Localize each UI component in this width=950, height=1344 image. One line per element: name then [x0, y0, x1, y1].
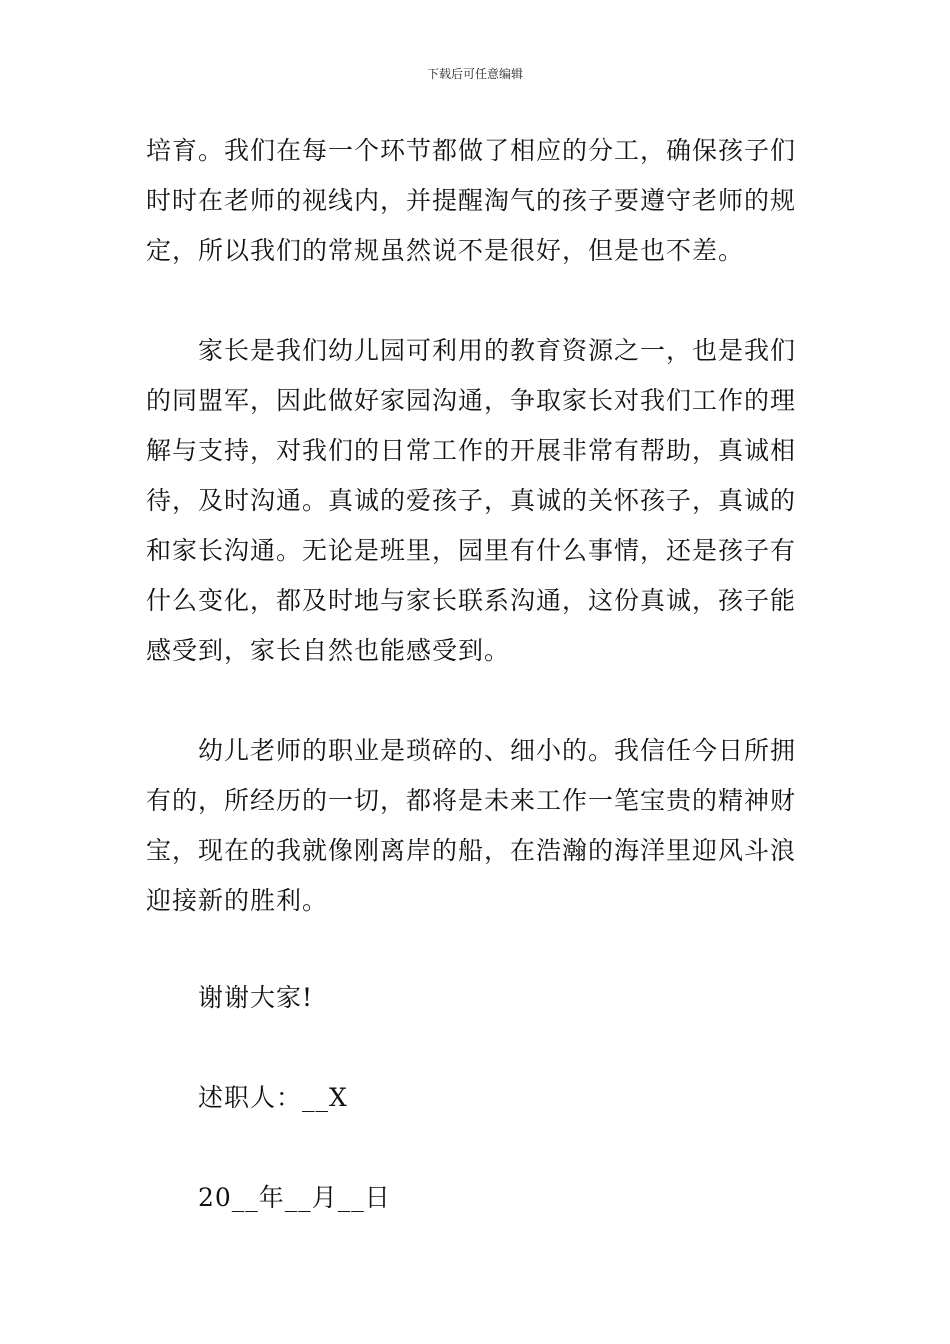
- paragraph-3: [146, 726, 806, 926]
- paragraph-1: [146, 126, 806, 276]
- paragraph-line: 时时在老师的视线内，并提醒淘气的孩子要遵守老师的规: [146, 186, 797, 215]
- paragraph-line: 有的，所经历的一切，都将是未来工作一笔宝贵的精神财: [146, 786, 797, 815]
- paragraph-line: 的同盟军，因此做好家园沟通，争取家长对我们工作的理: [146, 386, 797, 415]
- signer-text: 述职人：__X: [198, 1083, 348, 1112]
- paragraph-line: 宝，现在的我就像刚离岸的船，在浩瀚的海洋里迎风斗浪: [146, 836, 797, 865]
- paragraph-line: 培育。我们在每一个环节都做了相应的分工，确保孩子们: [146, 136, 797, 165]
- closing-thanks: [146, 973, 806, 1023]
- paragraph-2: [146, 326, 806, 676]
- closing-signer: [146, 1073, 806, 1123]
- paragraph-line: 待，及时沟通。真诚的爱孩子，真诚的关怀孩子，真诚的: [146, 486, 797, 515]
- paragraph-line: 迎接新的胜利。: [146, 886, 329, 915]
- paragraph-line: 什么变化，都及时地与家长联系沟通，这份真诚，孩子能: [146, 586, 797, 615]
- paragraph-line: 解与支持，对我们的日常工作的开展非常有帮助，真诚相: [146, 436, 797, 465]
- paragraph-line: 感受到，家长自然也能感受到。: [146, 636, 511, 665]
- paragraph-line: 家长是我们幼儿园可利用的教育资源之一，也是我们: [198, 336, 797, 365]
- paragraph-line: 定，所以我们的常规虽然说不是很好，但是也不差。: [146, 236, 745, 265]
- closing-date: [146, 1173, 806, 1223]
- paragraph-line: 幼儿老师的职业是琐碎的、细小的。我信任今日所拥: [198, 736, 797, 765]
- paragraph-line: 和家长沟通。无论是班里，园里有什么事情，还是孩子有: [146, 536, 797, 565]
- date-text: 20__年__月__日: [198, 1183, 391, 1212]
- thanks-text: 谢谢大家!: [198, 983, 314, 1012]
- page-header-note: 下载后可任意编辑: [426, 67, 523, 81]
